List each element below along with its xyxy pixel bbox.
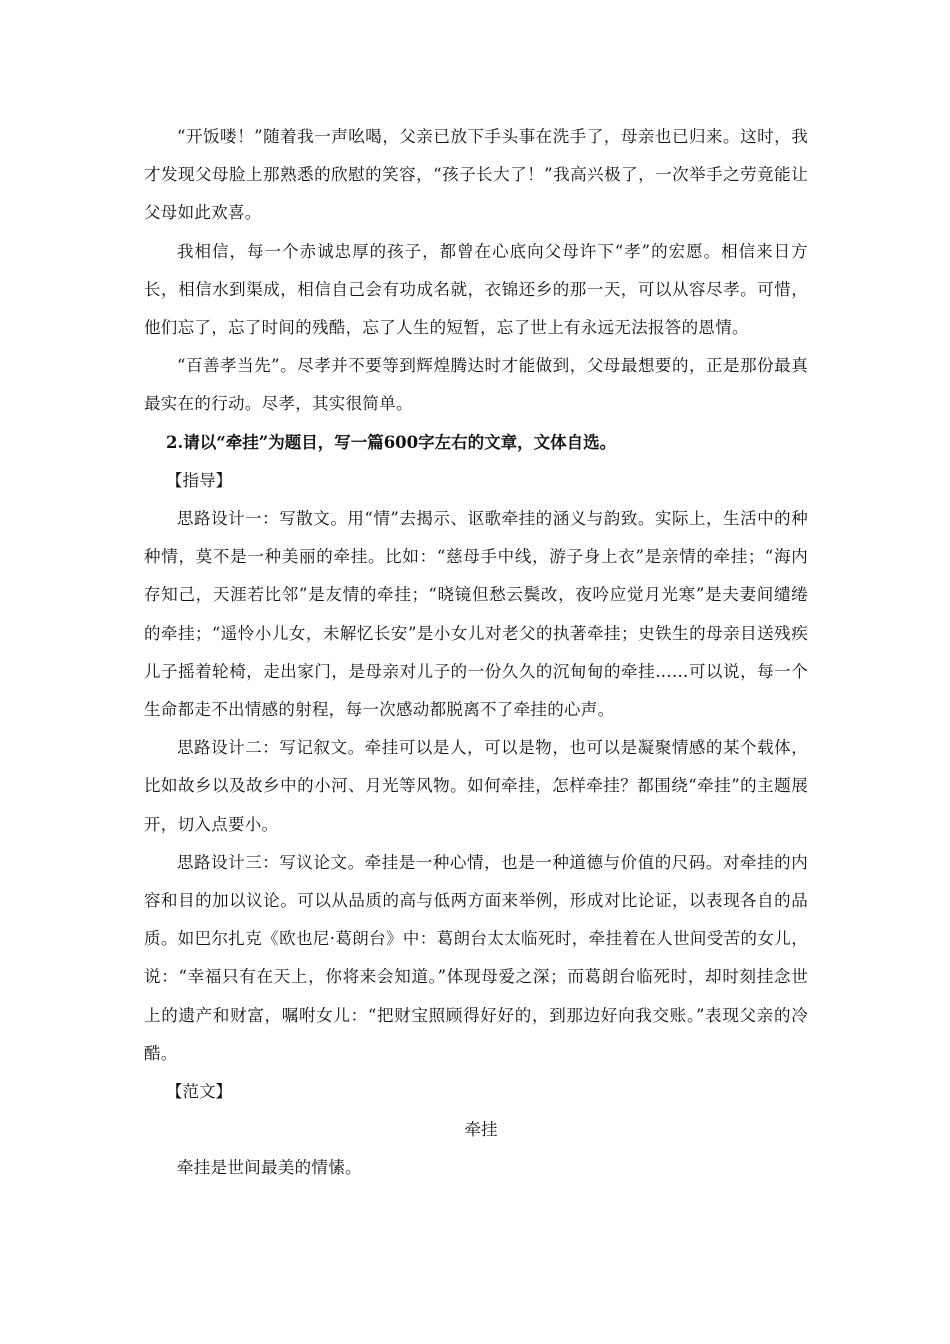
guide-heading: 【指导】 [166, 470, 232, 490]
essay-first-paragraph: 牵挂是世间最美的情愫。 [177, 1158, 362, 1178]
idea-one-paragraph: 思路设计一：写散文。用“情”去揭示、讴歌牵挂的涵义与韵致。实际上，生活中的种种情，莫不是一种美丽的牵挂。比如：“慈母手中线，游子身上衣”是亲情的牵挂；“海内存知己，天涯若比邻”是友情的牵挂；“晓镜但愁云鬓改，夜吟应觉月光寒”是夫妻间缱绻的牵挂；“遥怜小儿女，未解忆长安”是小女儿对老父的执著牵挂；史铁生的母亲目送残疾儿子摇着轮椅，走出家门，是母亲对儿子的一份久久的沉甸甸的牵挂……可以说，每一个生命都走不出情感的射程，每一次感动都脱离不了牵挂的心声。 [144, 509, 808, 720]
paragraph-meal-call: “开饭喽！”随着我一声吆喝，父亲已放下手头事在洗手了，母亲也已归来。这时，我才发现父母脸上那熟悉的欣慰的笑容，“孩子长大了！”我高兴极了，一次举手之劳竟能让父母如此欢喜。 [144, 127, 808, 223]
document-body [144, 118, 808, 1188]
paragraph-filial-simple: “百善孝当先”。尽孝并不要等到辉煌腾达时才能做到，父母最想要的，正是那份最真最实在的行动。尽孝，其实很简单。 [144, 356, 808, 414]
idea-three-paragraph: 思路设计三：写议论文。牵挂是一种心情，也是一种道德与价值的尺码。对牵挂的内容和目的加以议论。可以从品质的高与低两方面来举例，形成对比论证，以表现各自的品质。如巴尔扎克《欧也尼·葛朗台》中：葛朗台太太临死时，牵挂着在人世间受苦的女儿，说：“幸福只有在天上，你将来会知道。”体现母爱之深；而葛朗台临死时，却时刻挂念世上的遗产和财富，嘱咐女儿：“把财宝照顾得好好的，到那边好向我交账。”表现父亲的冷酷。 [144, 852, 808, 1063]
idea-two-paragraph: 思路设计二：写记叙文。牵挂可以是人，可以是物，也可以是凝聚情感的某个载体，比如故乡以及故乡中的小河、月光等风物。如何牵挂，怎样牵挂？都围绕“牵挂”的主题展开，切入点要小。 [144, 738, 808, 834]
model-essay-heading: 【范文】 [166, 1082, 232, 1102]
essay-title: 牵挂 [464, 1120, 498, 1140]
paragraph-filial-wish: 我相信，每一个赤诚忠厚的孩子，都曾在心底向父母许下“孝”的宏愿。相信来日方长，相信水到渠成，相信自己会有功成名就，衣锦还乡的那一天，可以从容尽孝。可惜，他们忘了，忘了时间的残酷，忘了人生的短暂，忘了世上有永远无法报答的恩情。 [144, 241, 808, 338]
question-heading: 2.请以“牵挂”为题目，写一篇600字左右的文章，文体自选。 [166, 432, 617, 452]
